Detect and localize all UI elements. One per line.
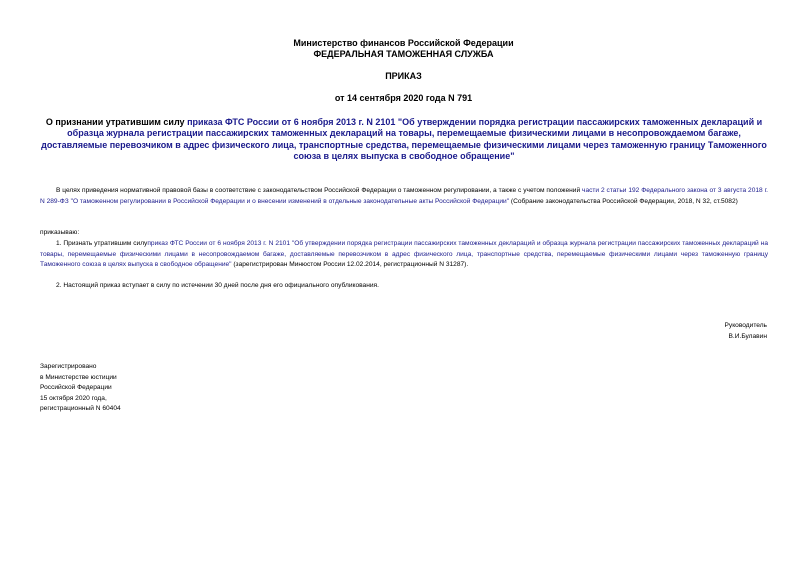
repealed-order-link[interactable]: приказ ФТС России от 6 ноября 2013 г. N 2101 "Об утверждении порядка регистрации пассажирских таможенных деклараций и образца журнала регистрации пассажирских таможенных деклараций на товары, перемещаемые физическими лицами в несопровождаемом багаже, доставляемые перевозчиком в адрес физического лица, транспортные средства, перемещаемые физическими лицами через таможенную границу Таможенного союза в целях выпуска в свободное обращение" bbox=[40, 240, 768, 268]
ministry-name: Министерство финансов Российской Федерации bbox=[293, 38, 514, 48]
signer-position: Руководитель bbox=[724, 322, 767, 329]
order-word: приказываю: bbox=[40, 229, 80, 236]
preamble-source: (Собрание законодательства Российской Федерации, 2018, N 32, ст.5082) bbox=[509, 197, 738, 205]
preamble-text: В целях приведения нормативной правовой базы в соответствие с законодательством Российской Федерации о таможенном регулировании, а также с учетом положений bbox=[56, 187, 583, 194]
signature-block bbox=[725, 320, 767, 342]
registration-line-3: Российской Федерации bbox=[40, 384, 112, 391]
federal-law-link[interactable]: части 2 статьи 192 Федерального закона от 3 августа 2018 г. N 289-ФЗ "О таможенном регулировании в Российской Федерации и о внесении изменений в отдельные законодательные акты Российской Федерации" bbox=[40, 187, 769, 205]
item1-text: 1. Признать утратившим силу bbox=[56, 240, 148, 247]
title-order-link[interactable]: приказа ФТС России от 6 ноября 2013 г. N 2101 "Об утверждении порядка регистрации пассажирских таможенных деклараций и образца журнала регистрации пассажирских таможенных деклараций на товары, перемещаемые физическими лицами в несопровождаемом багаже, доставляемые перевозчиком в адрес физического лица, транспортные средства, перемещаемые физическими лицами через таможенную границу Таможенного союза в целях выпуска в свободное обращение" bbox=[41, 117, 767, 161]
registration-line-1: Зарегистрировано bbox=[40, 363, 97, 370]
order-item-1 bbox=[40, 239, 768, 271]
title-prefix: О признании утратившим силу bbox=[45, 117, 188, 127]
registration-line-2: в Министерстве юстиции bbox=[40, 373, 117, 381]
registration-line-4: 15 октября 2020 года, bbox=[40, 394, 107, 402]
document-date: от 14 сентября 2020 года N 791 bbox=[334, 93, 473, 103]
order-item-2: 2. Настоящий приказ вступает в силу по истечении 30 дней после дня его официального опубликования. bbox=[56, 282, 379, 289]
document-title bbox=[40, 117, 768, 162]
document-type: ПРИКАЗ bbox=[385, 71, 422, 81]
item1-registration: (зарегистрирован Минюстом России 12.02.2014, регистрационный N 31287). bbox=[231, 261, 469, 268]
registration-block bbox=[40, 362, 121, 415]
registration-line-5: регистрационный N 60404 bbox=[40, 405, 121, 412]
preamble-paragraph bbox=[40, 186, 768, 207]
signer-name: В.И.Булавин bbox=[728, 333, 767, 340]
service-name: ФЕДЕРАЛЬНАЯ ТАМОЖЕННАЯ СЛУЖБА bbox=[313, 49, 494, 59]
